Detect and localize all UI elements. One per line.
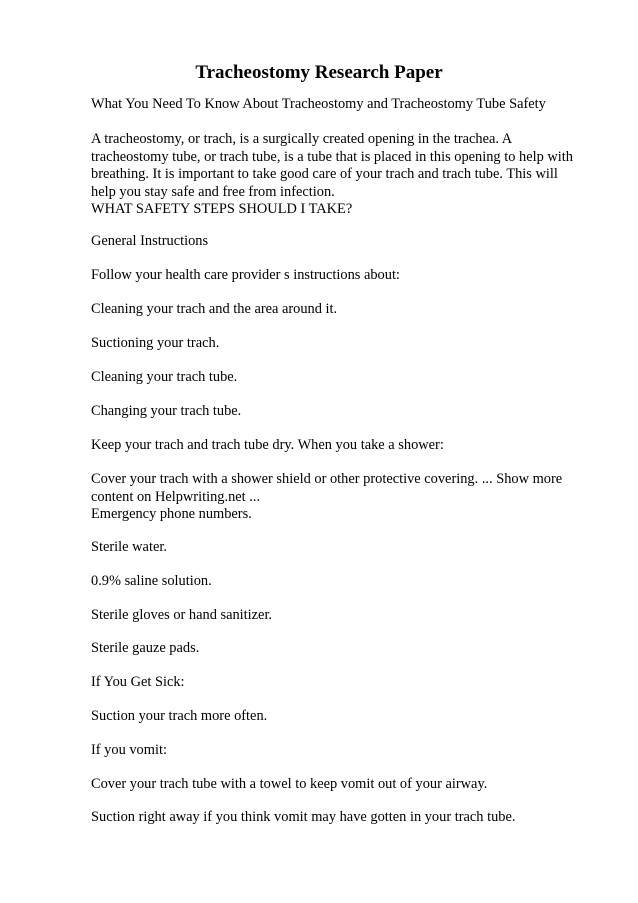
suction-right-away-line: Suction right away if you think vomit may have gotten in your trach tube. bbox=[91, 809, 516, 825]
if-vomit-heading: If you vomit: bbox=[91, 742, 167, 758]
changing-tube-line: Changing your trach tube. bbox=[91, 403, 242, 419]
cleaning-tube-line: Cleaning your trach tube. bbox=[91, 369, 238, 385]
keep-dry-line: Keep your trach and trach tube dry. When you take a shower: bbox=[91, 437, 444, 453]
page-title: Tracheostomy Research Paper bbox=[195, 62, 443, 83]
gauze-line: Sterile gauze pads. bbox=[91, 640, 200, 656]
subtitle: What You Need To Know About Tracheostomy and Tracheostomy Tube Safety bbox=[91, 96, 546, 112]
intro-paragraph: A tracheostomy, or trach, is a surgically created opening in the trachea. A tracheostomy tube, or trach tube, is a tube that is placed in this opening to help with breathing. It is important to take good care of your trach and trach tube. This will help you stay safe and free from infection. bbox=[91, 131, 573, 200]
follow-provider-line: Follow your health care provider s instructions about: bbox=[91, 267, 400, 283]
cover-towel-line: Cover your trach tube with a towel to keep vomit out of your airway. bbox=[91, 776, 488, 792]
saline-line: 0.9% saline solution. bbox=[91, 573, 212, 589]
suctioning-line: Suctioning your trach. bbox=[91, 335, 220, 351]
safety-heading: WHAT SAFETY STEPS SHOULD I TAKE? bbox=[91, 201, 353, 217]
gloves-line: Sterile gloves or hand sanitizer. bbox=[91, 607, 273, 623]
cleaning-area-line: Cleaning your trach and the area around it. bbox=[91, 301, 338, 317]
general-instructions-heading: General Instructions bbox=[91, 233, 209, 249]
sterile-water-line: Sterile water. bbox=[91, 539, 167, 555]
emergency-numbers-line: Emergency phone numbers. bbox=[91, 506, 252, 522]
if-sick-heading: If You Get Sick: bbox=[91, 674, 185, 690]
cover-trach-paragraph: Cover your trach with a shower shield or other protective covering. ... Show more content on Helpwriting.net ... bbox=[91, 471, 563, 505]
suction-more-line: Suction your trach more often. bbox=[91, 708, 268, 724]
